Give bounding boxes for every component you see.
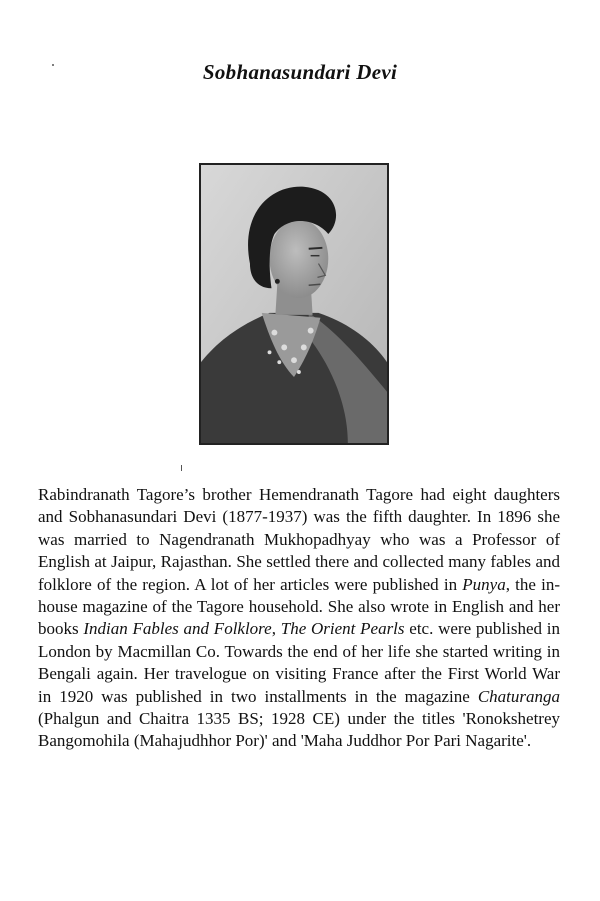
magazine-title-punya: Punya — [462, 574, 506, 594]
body-text-run: Rabindranath Tagore’s brother Hemendranath Tagore had eight daughters and Sobhanasundari Devi (1877-1937) was the fifth daughter. In 1896 she was married to Nagendranath Mukhopadhyay who was a Professor of English at Jaipur, Rajasthan. She settled there and collected many fables and folklore of the region. A lot of her articles were published in — [38, 485, 560, 594]
book-title: The Orient Pearls — [280, 619, 405, 639]
portrait-image — [201, 165, 387, 443]
book-title: Indian Fables and Folklore — [83, 619, 272, 639]
print-speck — [181, 465, 182, 471]
biography-paragraph — [38, 484, 560, 753]
magazine-title-chaturanga: Chaturanga — [477, 686, 560, 706]
body-text-run: , the in-house magazine of the Tagore household. She also wrote in English and her books — [38, 574, 560, 639]
portrait-photo — [199, 163, 389, 445]
page-title: Sobhanasundari Devi — [202, 60, 398, 84]
body-text-run: (Phalgun and Chaitra 1335 BS; 1928 CE) under the titles 'Ronokshetrey Bangomohila (Mahajudhhor Por)' and 'Maha Juddhor Por Pari Nagarite'. — [38, 709, 560, 751]
body-text-run: etc. were published in London by Macmillan Co. Towards the end of her life she started writing in Bengali again. Her travelogue on visiting France after the First World War in 1920 was published in two installments in the magazine — [38, 619, 560, 706]
body-text-run: , — [271, 619, 281, 639]
